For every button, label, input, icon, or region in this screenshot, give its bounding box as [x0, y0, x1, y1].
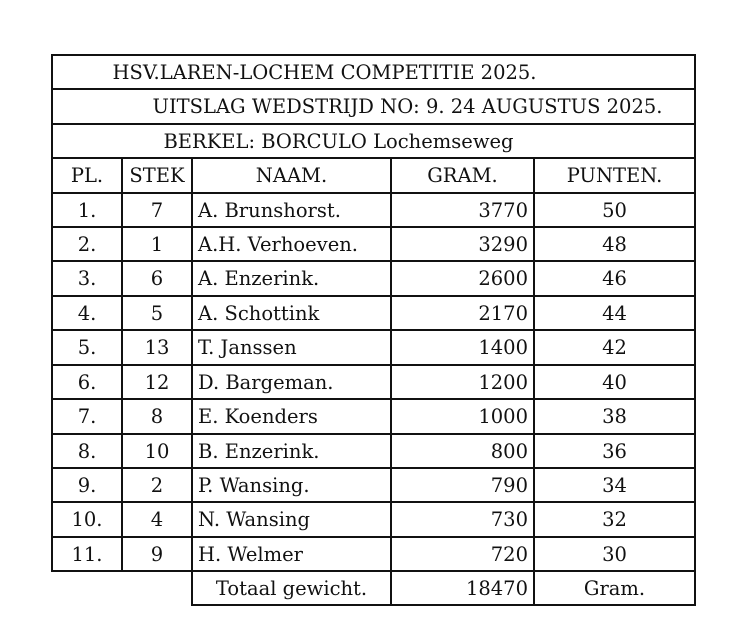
col-header-stek: STEK — [129, 164, 185, 187]
cell-stek: 8 — [150, 405, 164, 428]
cell-place: 3. — [77, 267, 97, 290]
cell-gram: 1000 — [478, 405, 528, 428]
cell-name: A.H. Verhoeven. — [198, 233, 358, 256]
cell-name: E. Koenders — [198, 405, 318, 428]
cell-place: 8. — [77, 440, 97, 463]
cell-name: B. Enzerink. — [198, 440, 320, 463]
cell-gram: 3770 — [478, 199, 528, 222]
cell-gram: 790 — [490, 474, 528, 497]
cell-stek: 4 — [150, 508, 164, 531]
cell-gram: 3290 — [478, 233, 528, 256]
cell-gram: 720 — [490, 543, 528, 566]
cell-gram: 800 — [490, 440, 528, 463]
cell-points: 36 — [602, 440, 627, 463]
cell-stek: 1 — [150, 233, 164, 256]
cell-name: H. Welmer — [198, 543, 303, 566]
cell-place: 10. — [71, 508, 103, 531]
cell-name: T. Janssen — [198, 336, 297, 359]
total-value: 18470 — [465, 577, 528, 600]
cell-place: 9. — [77, 474, 97, 497]
col-header-points: PUNTEN. — [566, 164, 663, 187]
cell-stek: 5 — [150, 302, 164, 325]
cell-place: 11. — [71, 543, 103, 566]
cell-name: A. Schottink — [198, 302, 320, 325]
cell-stek: 13 — [144, 336, 170, 359]
cell-stek: 6 — [150, 267, 164, 290]
total-unit: Gram. — [583, 577, 646, 600]
cell-points: 48 — [602, 233, 627, 256]
cell-name: N. Wansing — [198, 508, 311, 531]
cell-gram: 730 — [490, 508, 528, 531]
cell-name: A. Enzerink. — [198, 267, 320, 290]
cell-place: 4. — [77, 302, 97, 325]
cell-points: 38 — [602, 405, 627, 428]
cell-points: 40 — [602, 371, 627, 394]
cell-points: 32 — [602, 508, 627, 531]
cell-name: D. Bargeman. — [198, 371, 334, 394]
total-label: Totaal gewicht. — [215, 577, 368, 600]
cell-gram: 2600 — [478, 267, 528, 290]
cell-points: 42 — [602, 336, 627, 359]
cell-points: 30 — [602, 543, 627, 566]
cell-place: 7. — [77, 405, 97, 428]
border-right — [694, 54, 696, 606]
match-subtitle: UITSLAG WEDSTRIJD NO: 9. 24 AUGUSTUS 2025. — [152, 95, 663, 118]
cell-points: 44 — [602, 302, 627, 325]
cell-stek: 7 — [150, 199, 164, 222]
cell-place: 1. — [77, 199, 97, 222]
cell-stek: 2 — [150, 474, 164, 497]
cell-gram: 1400 — [478, 336, 528, 359]
col-header-gram: GRAM. — [427, 164, 498, 187]
cell-place: 2. — [77, 233, 97, 256]
cell-place: 5. — [77, 336, 97, 359]
cell-gram: 1200 — [478, 371, 528, 394]
col-header-place: PL. — [70, 164, 104, 187]
cell-points: 50 — [602, 199, 627, 222]
cell-gram: 2170 — [478, 302, 528, 325]
cell-points: 46 — [602, 267, 627, 290]
cell-stek: 10 — [144, 440, 170, 463]
cell-points: 34 — [602, 474, 627, 497]
cell-place: 6. — [77, 371, 97, 394]
cell-name: A. Brunshorst. — [198, 199, 341, 222]
venue-line: BERKEL: BORCULO Lochemseweg — [163, 130, 514, 153]
cell-stek: 12 — [144, 371, 170, 394]
cell-stek: 9 — [150, 543, 164, 566]
competition-title: HSV.LAREN-LOCHEM COMPETITIE 2025. — [112, 61, 537, 84]
col-header-name: NAAM. — [255, 164, 328, 187]
cell-name: P. Wansing. — [198, 474, 310, 497]
